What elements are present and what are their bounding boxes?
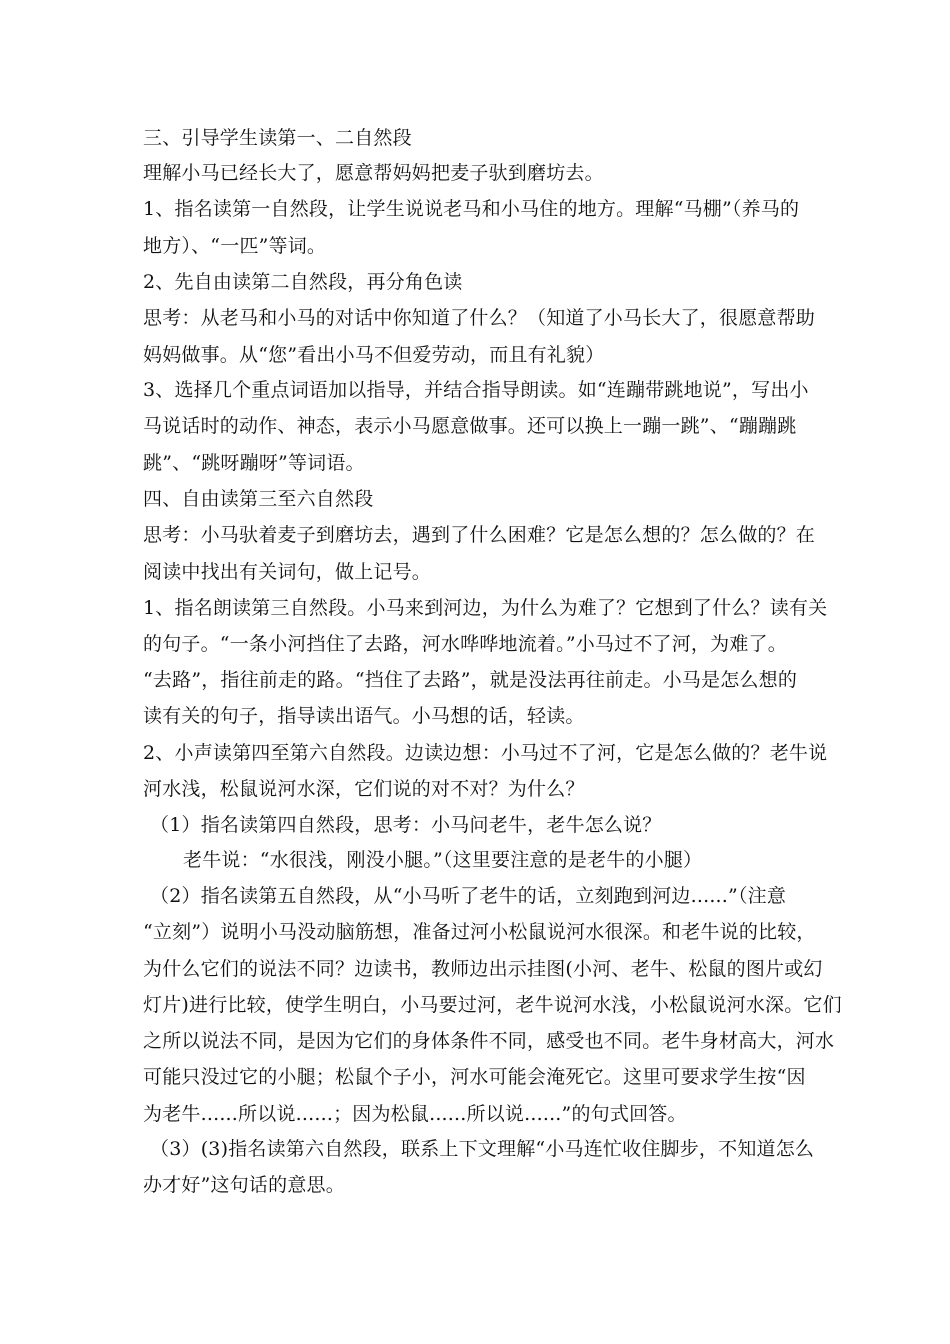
text-line: 思考：从老马和小马的对话中你知道了什么？（知道了小马长大了，很愿意帮助 (143, 307, 816, 329)
section-heading-4: 四、自由读第三至六自然段 (143, 488, 374, 510)
text-line: 为老牛......所以说......；因为松鼠......所以说......”的句式回答。 (143, 1103, 687, 1125)
text-line: 马说话时的动作、神态，表示小马愿意做事。还可以换上一蹦一跳”、“蹦蹦跳 (143, 415, 797, 437)
text-line: 办才好”这句话的意思。 (143, 1174, 345, 1196)
text-line: （2）指名读第五自然段，从“小马听了老牛的话，立刻跑到河边......”（注意 (150, 885, 787, 907)
text-line: （1）指名读第四自然段，思考：小马问老牛，老牛怎么说？ (150, 814, 662, 836)
text-line: “去路”，指往前走的路。“挡住了去路”，就是没法再往前走。小马是怎么想的 (143, 669, 798, 691)
text-line: 跳”、“跳呀蹦呀”等词语。 (143, 452, 365, 474)
text-line: 河水浅，松鼠说河水深，它们说的对不对？为什么？ (143, 778, 585, 800)
text-line: 的句子。“一条小河挡住了去路，河水哗哗地流着。”小马过不了河，为难了。 (143, 633, 787, 655)
text-line: 地方）、“一匹”等词。 (143, 235, 327, 257)
text-line: 之所以说法不同，是因为它们的身体条件不同，感受也不同。老牛身材高大，河水 (143, 1030, 835, 1052)
text-line: 2、先自由读第二自然段，再分角色读 (143, 271, 463, 293)
text-line: 可能只没过它的小腿；松鼠个子小，河水可能会淹死它。这里可要求学生按“因 (143, 1066, 806, 1088)
text-line: 理解小马已经长大了，愿意帮妈妈把麦子驮到磨坊去。 (143, 162, 604, 184)
text-line: （3）(3)指名读第六自然段，联系上下文理解“小马连忙收住脚步，不知道怎么 (150, 1138, 815, 1160)
text-line: 思考：小马驮着麦子到磨坊去，遇到了什么困难？它是怎么想的？怎么做的？在 (143, 524, 816, 546)
text-line: “立刻”）说明小马没动脑筋想，准备过河小松鼠说河水很深。和老牛说的比较， (143, 921, 816, 943)
text-line: 灯片)进行比较，使学生明白，小马要过河，老牛说河水浅，小松鼠说河水深。它们 (143, 994, 842, 1016)
text-line: 3、选择几个重点词语加以指导，并结合指导朗读。如“连蹦带跳地说”，写出小 (143, 379, 809, 401)
section-heading-3: 三、引导学生读第一、二自然段 (143, 127, 412, 149)
text-line: 2、小声读第四至第六自然段。边读边想：小马过不了河，它是怎么做的？老牛说 (143, 742, 828, 764)
text-line: 1、指名读第一自然段，让学生说说老马和小马住的地方。理解“马棚”（养马的 (143, 198, 800, 220)
text-line: 1、指名朗读第三自然段。小马来到河边，为什么为难了？它想到了什么？读有关 (143, 597, 828, 619)
text-line: 妈妈做事。从“您”看出小马不但爱劳动，而且有礼貌） (143, 344, 605, 366)
text-line: 读有关的句子，指导读出语气。小马想的话，轻读。 (143, 705, 585, 727)
text-line: 阅读中找出有关词句，做上记号。 (143, 561, 432, 583)
text-line: 老牛说：“水很浅，刚没小腿。”（这里要注意的是老牛的小腿） (183, 849, 703, 871)
text-line: 为什么它们的说法不同？边读书，教师边出示挂图(小河、老牛、松鼠的图片或幻 (143, 958, 823, 980)
